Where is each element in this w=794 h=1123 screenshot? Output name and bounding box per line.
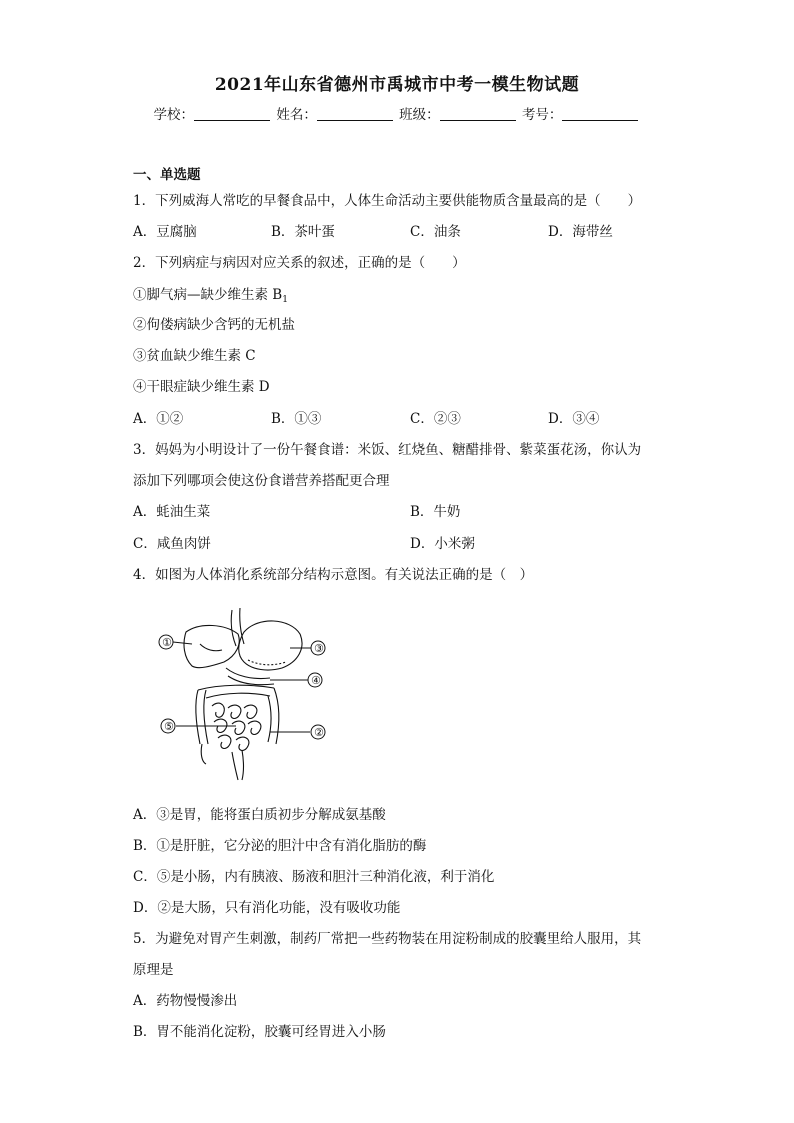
class-blank[interactable]: [440, 106, 516, 121]
q2-option-a: A．①②: [133, 411, 184, 427]
diagram-label-4: ④: [311, 674, 321, 687]
q5-stem-line2: 原理是: [133, 962, 174, 978]
q2-item-3: ③贫血缺少维生素 C: [133, 348, 256, 364]
q2-item-2: ②佝偻病缺少含钙的无机盐: [133, 317, 295, 333]
q5-option-b: B．胃不能消化淀粉，胶囊可经胃进入小肠: [133, 1024, 386, 1040]
q4-option-b: B．①是肝脏，它分泌的胆汁中含有消化脂肪的酶: [133, 838, 427, 854]
name-label: 姓名：: [276, 107, 317, 123]
q3-stem-line1: 3．妈妈为小明设计了一份午餐食谱：米饭、红烧鱼、糖醋排骨、紫菜蛋花汤，你认为: [133, 442, 642, 458]
diagram-label-3: ③: [314, 642, 324, 655]
name-blank[interactable]: [317, 106, 393, 121]
q4-stem: 4．如图为人体消化系统部分结构示意图。有关说法正确的是（ ）: [133, 567, 534, 583]
student-info-line: [0, 103, 794, 123]
q1-stem: 1．下列威海人常吃的早餐食品中，人体生命活动主要供能物质含量最高的是（ ）: [133, 193, 642, 209]
q3-option-c: C．咸鱼肉饼: [133, 536, 211, 552]
q1-option-d: D．海带丝: [548, 224, 613, 240]
diagram-label-1: ①: [162, 636, 172, 649]
q1-option-c: C．油条: [410, 224, 461, 240]
exam-title: 2021年山东省德州市禹城市中考一模生物试题: [214, 75, 580, 95]
q4-option-a: A．③是胃，能将蛋白质初步分解成氨基酸: [133, 807, 386, 823]
q4-option-d: D．②是大肠，只有消化功能，没有吸收功能: [133, 900, 401, 916]
q4-option-c: C．⑤是小肠，内有胰液、肠液和胆汁三种消化液，利于消化: [133, 869, 495, 885]
q3-option-a: A．蚝油生菜: [133, 504, 211, 520]
q1-option-a: A．豆腐脑: [133, 224, 197, 240]
school-label: 学校：: [153, 107, 195, 123]
q2-option-b: B．①③: [271, 411, 322, 427]
q1-option-b: B．茶叶蛋: [271, 224, 335, 240]
class-label: 班级：: [399, 107, 440, 123]
school-blank[interactable]: [194, 106, 270, 121]
diagram-label-2: ②: [314, 726, 324, 739]
q3-option-b: B．牛奶: [410, 504, 461, 520]
section-title: 一、单选题: [133, 167, 201, 183]
q2-stem: 2．下列病症与病因对应关系的叙述，正确的是（ ）: [133, 255, 466, 271]
q2-item-1: ①脚气病—缺少维生素 $B_1$: [133, 287, 288, 305]
q2-option-d: D．③④: [548, 411, 600, 427]
diagram-label-5: ⑤: [164, 720, 174, 733]
q5-option-a: A．药物慢慢渗出: [133, 993, 238, 1009]
exam-number-blank[interactable]: [562, 106, 638, 121]
q3-stem-line2: 添加下列哪项会使这份食谱营养搭配更合理: [133, 473, 390, 489]
q2-option-c: C．②③: [410, 411, 461, 427]
q5-stem-line1: 5．为避免对胃产生刺激，制药厂常把一些药物装在用淀粉制成的胶囊里给人服用，其: [133, 931, 642, 947]
digestive-system-diagram: [140, 604, 340, 789]
exam-number-label: 考号：: [521, 107, 563, 123]
q2-item-4: ④干眼症缺少维生素 D: [133, 379, 270, 395]
q3-option-d: D．小米粥: [410, 536, 475, 552]
